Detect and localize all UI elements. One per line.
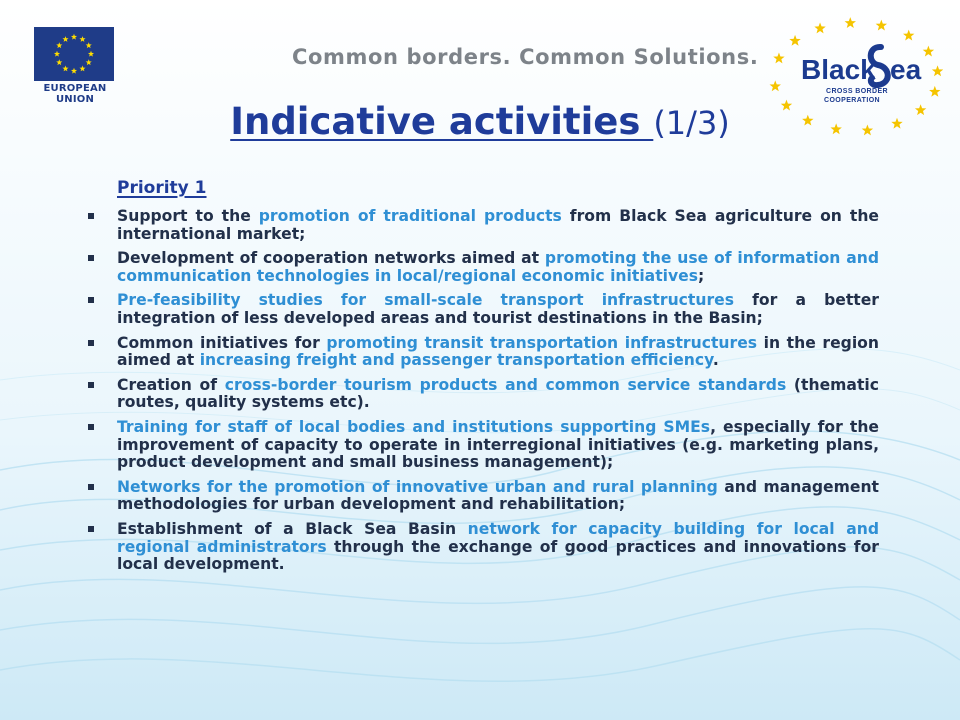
list-item <box>88 521 879 574</box>
list-item <box>88 479 879 514</box>
square-bullet-icon <box>88 213 94 219</box>
logo-star-icon <box>789 35 800 46</box>
highlighted-text: promoting the use of information and communication technologies in local/regional economic initiatives <box>117 249 879 285</box>
logo-star-icon <box>929 86 940 97</box>
item-text: Common initiatives for <box>117 333 327 352</box>
item-text: for a better integration of less developed areas and tourist destinations in the Basin; <box>117 291 879 327</box>
highlighted-text: Training for staff of local bodies and institutions supporting SMEs <box>117 417 711 436</box>
item-text: ; <box>698 266 705 285</box>
square-bullet-icon <box>88 340 94 346</box>
square-bullet-icon <box>88 297 94 303</box>
item-text: Creation of <box>117 375 225 394</box>
activity-list <box>88 208 879 581</box>
list-item <box>88 419 879 472</box>
item-text: Support to the <box>117 207 259 225</box>
item-text: and management methodologies for urban development and rehabilitation; <box>117 477 880 514</box>
slogan: Common borders. Common Solutions. <box>292 45 759 69</box>
seahorse-icon <box>871 47 888 85</box>
square-bullet-icon <box>88 424 94 430</box>
list-item <box>88 208 879 243</box>
item-text: Establishment of a Black Sea Basin <box>117 519 468 538</box>
item-text: . <box>712 351 719 370</box>
highlighted-text: increasing freight and passenger transportation efficiency <box>199 351 713 370</box>
highlighted-text: network for capacity building for local and regional administrators <box>117 519 879 556</box>
logo-star-icon <box>923 46 934 57</box>
logo-star-icon <box>770 80 781 91</box>
priority-label: Priority 1 <box>117 178 207 198</box>
logo-word-black: Black <box>801 54 876 85</box>
highlighted-text: Pre-feasibility studies for small-scale transport infrastructures <box>117 291 735 310</box>
slide-title <box>0 100 960 143</box>
item-text: in the region aimed at <box>117 333 879 370</box>
logo-word-ea: ea <box>890 54 922 85</box>
logo-star-icon <box>876 20 887 31</box>
eu-logo <box>34 27 116 105</box>
list-item <box>88 250 879 285</box>
square-bullet-icon <box>88 382 94 388</box>
eu-caption: EUROPEAN UNION <box>43 83 107 105</box>
logo-star-icon <box>903 30 914 41</box>
highlighted-text: Networks for the promotion of innovative urban and rural planning <box>117 477 718 496</box>
item-text: Development of cooperation networks aimed at <box>117 249 545 268</box>
logo-star-icon <box>773 53 784 64</box>
eu-flag-icon <box>34 27 114 81</box>
highlighted-text: cross-border tourism products and common service standards <box>224 375 787 394</box>
logo-line-2: COOPERATION <box>824 97 880 104</box>
list-item <box>88 335 879 370</box>
item-text: through the exchange of good practices and innovations for local development. <box>117 537 879 574</box>
logo-star-icon <box>845 17 856 28</box>
logo-star-icon <box>932 65 943 76</box>
item-text: from Black Sea agriculture on the international market; <box>117 207 880 243</box>
title-main: Indicative activities <box>230 100 654 143</box>
highlighted-text: promoting transit transportation infrastructures <box>326 333 758 352</box>
list-item <box>88 377 879 412</box>
highlighted-text: promotion of traditional products <box>258 207 562 225</box>
list-item <box>88 292 879 327</box>
logo-line-1: CROSS BORDER <box>826 88 888 95</box>
square-bullet-icon <box>88 526 94 532</box>
logo-star-icon <box>814 22 825 33</box>
square-bullet-icon <box>88 255 94 261</box>
title-page: (1/3) <box>653 104 730 142</box>
item-text: , especially for the improvement of capacity to operate in interregional initiatives (e.g. marketing plans, product development and small business management); <box>117 417 879 472</box>
square-bullet-icon <box>88 484 94 490</box>
item-text: (thematic routes, quality systems etc). <box>117 375 879 412</box>
